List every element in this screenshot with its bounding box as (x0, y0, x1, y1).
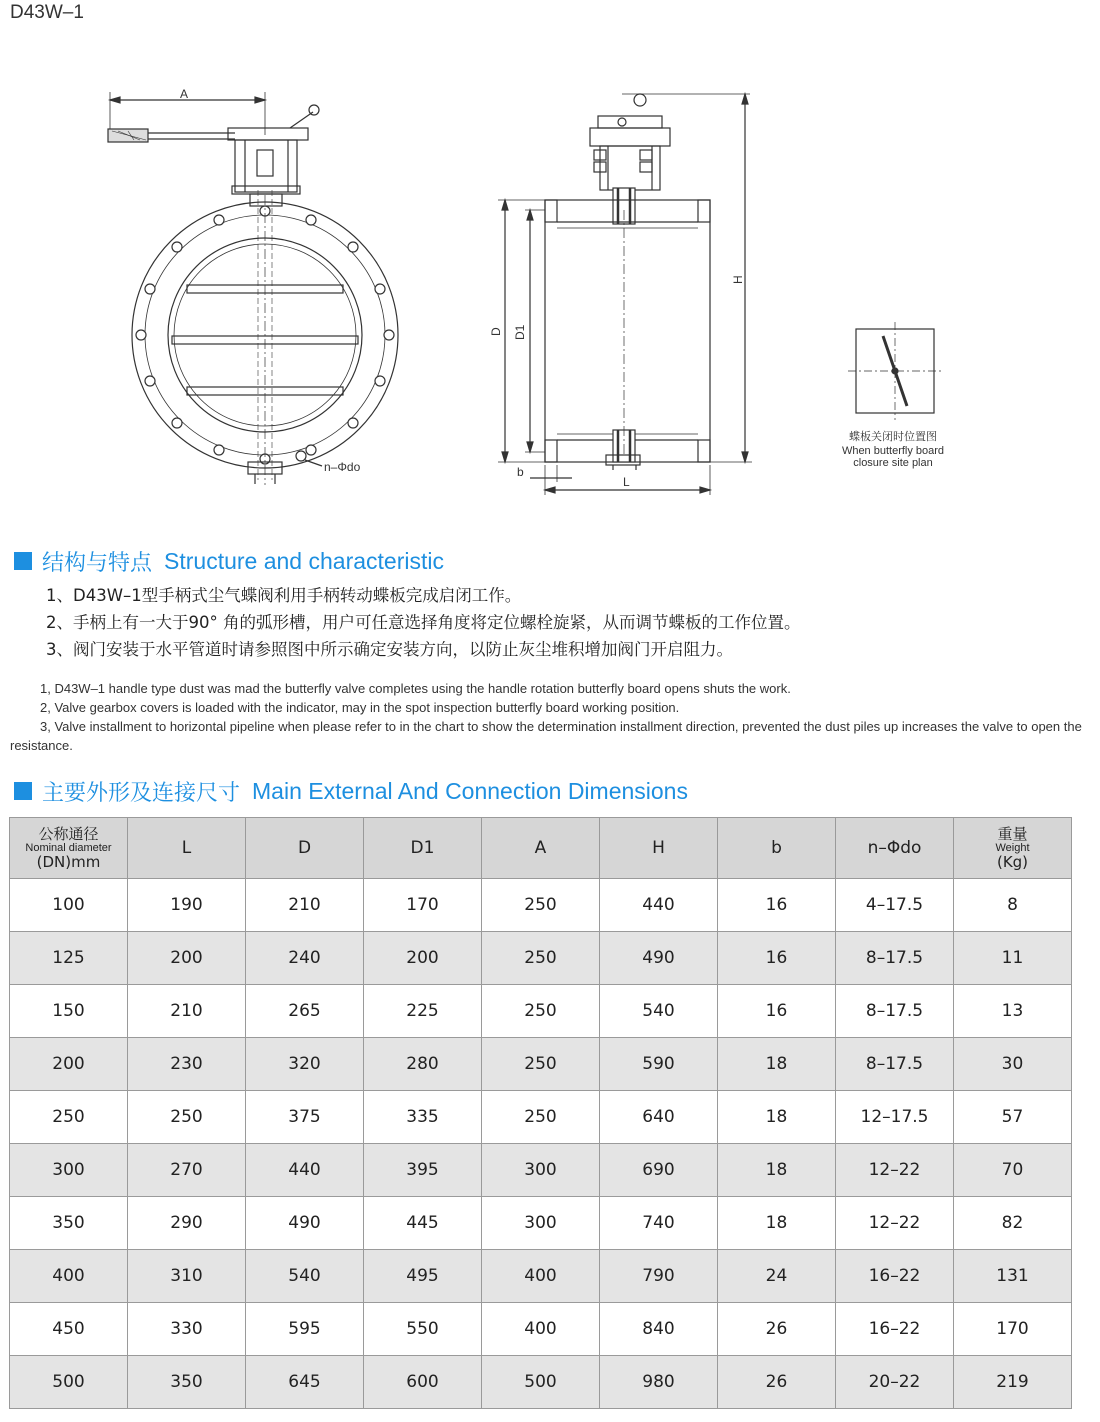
cell-a: 400 (482, 1303, 600, 1356)
dim-d1-label: D1 (513, 324, 527, 340)
cell-dn: 125 (10, 932, 128, 985)
dim-b-label: b (517, 465, 524, 479)
cell-d1: 280 (364, 1038, 482, 1091)
header-weight-cn: 重量 (997, 824, 1028, 843)
cell-a: 250 (482, 1038, 600, 1091)
cell-dn: 100 (10, 879, 128, 932)
cell-weight: 13 (954, 985, 1072, 1038)
cell-h: 540 (600, 985, 718, 1038)
cell-d1: 395 (364, 1144, 482, 1197)
cell-l: 270 (128, 1144, 246, 1197)
dim-holes-label: n–Φdo (324, 460, 361, 474)
cell-l: 310 (128, 1250, 246, 1303)
table-row (10, 879, 1072, 932)
dimensions-table (9, 817, 1072, 1409)
cell-b: 16 (718, 985, 836, 1038)
header-dn-en: Nominal diameter (25, 841, 112, 854)
section-structure-en: Structure and characteristic (164, 547, 444, 574)
structure-en-item: 2, Valve gearbox covers is loaded with the indicator, may in the spot inspection butterfly board working position. (40, 700, 680, 715)
header-dn-cn: 公称通径 (38, 824, 99, 843)
table-row (10, 1197, 1072, 1250)
cell-dn: 500 (10, 1356, 128, 1409)
cell-a: 250 (482, 985, 600, 1038)
header-nominal-diameter (10, 818, 128, 879)
section-dimensions-en: Main External And Connection Dimensions (252, 777, 688, 804)
cell-a: 300 (482, 1197, 600, 1250)
side-view (498, 94, 752, 495)
structure-cn-item: 2、手柄上有一大于90° 角的弧形槽，用户可任意选择角度将定位螺栓旋紧，从而调节蝶板的工作位置。 (46, 613, 801, 632)
structure-cn-item: 3、阀门安装于水平管道时请参照图中所示确定安装方向，以防止灰尘堆积增加阀门开启阻力。 (46, 640, 733, 659)
cell-dn: 250 (10, 1091, 128, 1144)
closure-plan-en1: When butterfly board (841, 445, 945, 457)
cell-dn: 450 (10, 1303, 128, 1356)
cell-holes: 12–22 (836, 1144, 954, 1197)
cell-b: 18 (718, 1144, 836, 1197)
section-structure-cn: 结构与特点 (42, 550, 153, 576)
cell-a: 250 (482, 1091, 600, 1144)
cell-h: 590 (600, 1038, 718, 1091)
cell-d1: 600 (364, 1356, 482, 1409)
cell-a: 250 (482, 932, 600, 985)
cell-d: 320 (246, 1038, 364, 1091)
cell-d: 210 (246, 879, 364, 932)
cell-d: 240 (246, 932, 364, 985)
cell-d1: 445 (364, 1197, 482, 1250)
structure-en-item: 1, D43W–1 handle type dust was mad the butterfly valve completes using the handle rotation butterfly board opens shuts the work. (40, 681, 791, 696)
cell-a: 300 (482, 1144, 600, 1197)
dim-a-label: A (180, 87, 189, 101)
cell-holes: 8–17.5 (836, 932, 954, 985)
section-square-icon (14, 782, 32, 800)
cell-weight: 30 (954, 1038, 1072, 1091)
cell-d: 490 (246, 1197, 364, 1250)
section-dimensions-cn: 主要外形及连接尺寸 (42, 780, 241, 806)
cell-d: 645 (246, 1356, 364, 1409)
cell-l: 210 (128, 985, 246, 1038)
cell-b: 16 (718, 879, 836, 932)
cell-dn: 200 (10, 1038, 128, 1091)
cell-d: 265 (246, 985, 364, 1038)
cell-d1: 550 (364, 1303, 482, 1356)
cell-d1: 495 (364, 1250, 482, 1303)
page-title: D43W–1 (10, 2, 84, 23)
table-body (10, 879, 1072, 1409)
cell-weight: 131 (954, 1250, 1072, 1303)
cell-h: 640 (600, 1091, 718, 1144)
cell-l: 250 (128, 1091, 246, 1144)
cell-h: 980 (600, 1356, 718, 1409)
cell-h: 440 (600, 879, 718, 932)
cell-weight: 170 (954, 1303, 1072, 1356)
cell-dn: 400 (10, 1250, 128, 1303)
structure-cn-item: 1、D43W–1型手柄式尘气蝶阀利用手柄转动蝶板完成启闭工作。 (46, 586, 522, 605)
cell-b: 26 (718, 1356, 836, 1409)
cell-weight: 11 (954, 932, 1072, 985)
cell-h: 690 (600, 1144, 718, 1197)
cell-dn: 300 (10, 1144, 128, 1197)
header-h: H (600, 818, 718, 879)
cell-b: 18 (718, 1197, 836, 1250)
cell-weight: 57 (954, 1091, 1072, 1144)
cell-holes: 16–22 (836, 1250, 954, 1303)
table-row (10, 1303, 1072, 1356)
dim-l-label: L (623, 475, 630, 489)
cell-a: 500 (482, 1356, 600, 1409)
closure-plan (848, 322, 942, 420)
header-d1: D1 (364, 818, 482, 879)
cell-d: 595 (246, 1303, 364, 1356)
closure-plan-cn: 蝶板关闭时位置图 (849, 431, 937, 443)
cell-holes: 8–17.5 (836, 985, 954, 1038)
cell-weight: 70 (954, 1144, 1072, 1197)
table-header-row (10, 818, 1072, 879)
table-row (10, 985, 1072, 1038)
cell-weight: 8 (954, 879, 1072, 932)
table-row (10, 932, 1072, 985)
table-row (10, 1356, 1072, 1409)
cell-d1: 200 (364, 932, 482, 985)
header-dn-unit: (DN)mm (36, 852, 101, 871)
cell-holes: 16–22 (836, 1303, 954, 1356)
table-row (10, 1091, 1072, 1144)
cell-holes: 12–22 (836, 1197, 954, 1250)
cell-d1: 170 (364, 879, 482, 932)
cell-holes: 8–17.5 (836, 1038, 954, 1091)
cell-holes: 4–17.5 (836, 879, 954, 932)
section-structure-heading (14, 546, 444, 576)
cell-l: 350 (128, 1356, 246, 1409)
cell-d: 440 (246, 1144, 364, 1197)
cell-h: 490 (600, 932, 718, 985)
header-holes: n–Φdo (836, 818, 954, 879)
cell-d: 540 (246, 1250, 364, 1303)
cell-weight: 219 (954, 1356, 1072, 1409)
header-weight-unit: (Kg) (996, 852, 1029, 871)
cell-d1: 225 (364, 985, 482, 1038)
cell-h: 790 (600, 1250, 718, 1303)
closure-plan-en2: closure site plan (853, 457, 933, 469)
cell-dn: 150 (10, 985, 128, 1038)
cell-l: 200 (128, 932, 246, 985)
cell-b: 24 (718, 1250, 836, 1303)
header-b: b (718, 818, 836, 879)
front-view (108, 92, 398, 485)
cell-l: 290 (128, 1197, 246, 1250)
cell-b: 16 (718, 932, 836, 985)
valve-technical-drawing (0, 60, 1100, 500)
dim-h-label: H (731, 275, 745, 284)
table-row (10, 1250, 1072, 1303)
cell-dn: 350 (10, 1197, 128, 1250)
cell-weight: 82 (954, 1197, 1072, 1250)
section-dimensions-heading (14, 776, 688, 806)
cell-a: 400 (482, 1250, 600, 1303)
cell-b: 18 (718, 1091, 836, 1144)
cell-holes: 20–22 (836, 1356, 954, 1409)
cell-a: 250 (482, 879, 600, 932)
cell-h: 840 (600, 1303, 718, 1356)
header-d: D (246, 818, 364, 879)
structure-cn-list (46, 582, 801, 663)
structure-en-item: 3, Valve installment to horizontal pipeline when please refer to in the chart to show the determination installment direction, prevented the dust piles up increases the valve to open the resistance. (10, 719, 1082, 753)
cell-b: 18 (718, 1038, 836, 1091)
header-weight (954, 818, 1072, 879)
structure-en-list (10, 679, 1090, 755)
cell-d1: 335 (364, 1091, 482, 1144)
dim-d-label: D (489, 327, 503, 336)
header-weight-en: Weight (995, 841, 1030, 854)
cell-d: 375 (246, 1091, 364, 1144)
cell-l: 330 (128, 1303, 246, 1356)
header-l: L (128, 818, 246, 879)
cell-b: 26 (718, 1303, 836, 1356)
cell-l: 190 (128, 879, 246, 932)
table-row (10, 1144, 1072, 1197)
section-square-icon (14, 552, 32, 570)
header-a: A (482, 818, 600, 879)
cell-h: 740 (600, 1197, 718, 1250)
cell-l: 230 (128, 1038, 246, 1091)
table-row (10, 1038, 1072, 1091)
cell-holes: 12–17.5 (836, 1091, 954, 1144)
